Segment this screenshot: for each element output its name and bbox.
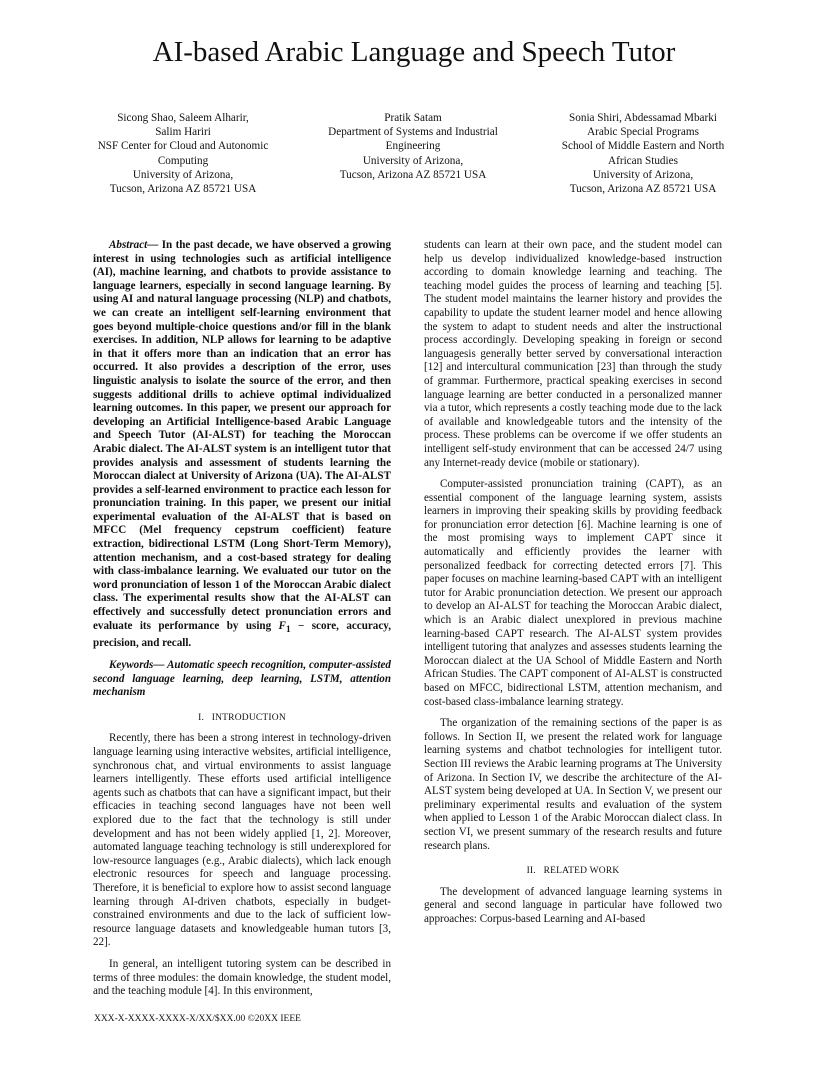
right-paragraph-3: The organization of the remaining sections of the paper is as follows. In Section II, we present the related work for language learning systems and chatbot technologies for intelligent tutor. Section III reviews the Arabic learning programs at The University of Arizona. In Section IV, we describe the architecture of the AI-ALST system being developed at UA. In Section V, we present our preliminary experimental results and evaluation of the system when applied to Lesson 1 of the Arabic Moroccan dialect class. In section VI, we present summary of the research results and future research plans. <box>424 717 722 852</box>
copyright-footer: XXX-X-XXXX-XXXX-X/XX/$XX.00 ©20XX IEEE <box>94 1014 301 1024</box>
keywords-text: Automatic speech recognition, computer-assisted second language learning, deep learning, LSTM, attention mechanism <box>93 659 391 699</box>
author-line: Computing <box>157 154 209 167</box>
author-block-3 <box>548 111 738 196</box>
author-line: Pratik Satam <box>384 112 442 124</box>
section-heading-introduction: I. INTRODUCTION <box>198 712 286 723</box>
paper-title: AI-based Arabic Language and Speech Tutor <box>152 36 676 68</box>
author-block-1 <box>88 111 278 196</box>
author-line: Tucson, Arizona AZ 85721 USA <box>339 168 487 181</box>
author-line: African Studies <box>608 154 678 167</box>
author-line: Salim Hariri <box>155 126 211 139</box>
right-paragraph-2: Computer-assisted pronunciation training (CAPT), as an essential component of the language learning system, assists learners in improving their speaking skills by providing feedback for pronunciation error detection [6]. Machine learning is one of the most promising ways to implement CAPT since it automatically and efficiently provides the learner with personalized feedback for correcting detected errors [7]. This paper focuses on machine learning-based CAPT with an intelligent tutor for Arabic pronunciation detection. We present our approach to develop an AI-ALST for teaching the Moroccan Arabic dialect, which is an Arabic dialect unexplored in previous machine learning-based CAPT research. The AI-ALST system provides intelligent tutoring that analyzes and assesses students learning the Moroccan dialect at the UA School of Middle Eastern and North African Studies. The CAPT component of AI-ALST is constructed based on MFCC, bidirectional LSTM, attention mechanism, and cost-based class-imbalance learning strategy. <box>424 478 722 708</box>
abstract-text: In the past decade, we have observed a growing interest in using technologies such as artificial intelligence (AI), machine learning, and chatbots to provide assistance to language learners, especially in second language learning. By using AI and natural language processing (NLP) and chatbots, we can create an intelligent self-learning environment that goes beyond multiple-choice questions and/or fill in the blank exercises. In addition, NLP allows for learning to be adaptive in that it offers more than an indication that an error has occurred. It also provides a description of the error, uses linguistic analysis to isolate the source of the error, and then suggests additional drills to achieve optimal individualized learning outcomes. In this paper, we present our approach for developing an Artificial Intelligence-based Arabic Language and Speech Tutor (AI-ALST) for teaching the Moroccan Arabic dialect. The AI-ALST system is an intelligent tutor that provides analysis and assessment of students learning the Moroccan dialect at University of Arizona (UA). The AI-ALST provides a self-learned environment to practice each lesson for pronunciation training. In this paper, we present our initial experimental evaluation of the AI-ALST that is based on MFCC (Mel frequency cepstrum coefficient) feature extraction, bidirectional LSTM (Long Short-Term Memory), attention mechanism, and a cost-based strategy for dealing with class-imbalance learning. We evaluated our tutor on the word pronunciation of lesson 1 of the Moroccan Arabic dialect class. The experimental results show that the AI-ALST can effectively and successfully detect pronunciation errors and evaluate its performance by using <box>93 239 391 632</box>
author-line: Engineering <box>385 140 441 153</box>
intro-paragraph-2: In general, an intelligent tutoring system can be described in terms of three modules: the domain knowledge, the student model, and the teaching module [4]. In this environment, <box>93 957 391 998</box>
related-work-paragraph-1: The development of advanced language learning systems in general and second language in particular have followed two approaches: Corpus-based Learning and AI-based <box>424 885 722 925</box>
abstract-label: Abstract— <box>109 239 159 251</box>
author-line: Tucson, Arizona AZ 85721 USA <box>569 183 717 196</box>
author-line: NSF Center for Cloud and Autonomic <box>97 140 269 153</box>
author-line: University of Arizona, <box>362 154 464 167</box>
intro-paragraph-1: Recently, there has been a strong interest in technology-driven language learning using interactive websites, artificial intelligence, synchronous chat, and virtual environments to assist language learners intelligently. These efforts used artificial intelligence agents such as chatbots that can have a significant impact, but their efficacies in teaching second languages have not been well explored due to the fact that the technology is still under development and has not been widely applied [1, 2]. Moreover, automated language teaching technology is still underexplored for low-resource languages (e.g., Arabic dialects), which lack enough electronic resources for speech and language processing. Therefore, it is beneficial to explore how to assist second language learning through AI-driven chatbots, especially in budget-constrained environments and due to the lack of sufficient low-resource language datasets and knowledgeable human tutors [3, 22]. <box>93 732 391 949</box>
author-line: Sicong Shao, Saleem Alharir, <box>117 112 249 124</box>
f1-subscript: 1 <box>285 624 291 635</box>
abstract <box>93 239 391 651</box>
author-line: University of Arizona, <box>592 168 694 181</box>
section-heading-related-work: II. RELATED WORK <box>526 866 620 877</box>
right-paragraph-1: students can learn at their own pace, and the student model can help us develop individualized knowledge-based instruction according to domain knowledge learning and teaching. The teaching model guides the process of learning and teaching [5]. The student model maintains the learner history and provides the capability to update the student learner model and hence allowing the system to adapt to student needs and alter the instructional process accordingly. Developing speaking in foreign or second languagesis generally better served by conversational interaction [12] and intercultural communication [23] than through the study of grammar. Furthermore, practical speaking exercises in second language learning are better conducted in a personalized manner via a tutor, which represents a costly teaching mode due to the lack of available and knowledgeable tutors and the intensity of the process. These problems can be overcome if we offer students an intelligent self-study environment that can be accessed 24/7 using any Internet-ready device (mobile or stationary). <box>424 239 722 469</box>
right-column <box>424 239 722 927</box>
left-column <box>93 239 391 999</box>
author-line: School of Middle Eastern and North <box>561 140 725 153</box>
author-line: Department of Systems and Industrial <box>328 126 498 139</box>
author-block-2 <box>318 111 508 182</box>
author-line: Sonia Shiri, Abdessamad Mbarki <box>569 112 717 124</box>
f1-symbol: F <box>278 619 286 632</box>
keywords-label: Keywords— <box>109 659 165 672</box>
author-line: University of Arizona, <box>132 168 234 181</box>
author-line: Tucson, Arizona AZ 85721 USA <box>109 183 257 196</box>
keywords <box>93 659 391 700</box>
author-line: Arabic Special Programs <box>587 126 699 139</box>
f1-rest: − score, accuracy, precision, and recall. <box>93 619 391 650</box>
